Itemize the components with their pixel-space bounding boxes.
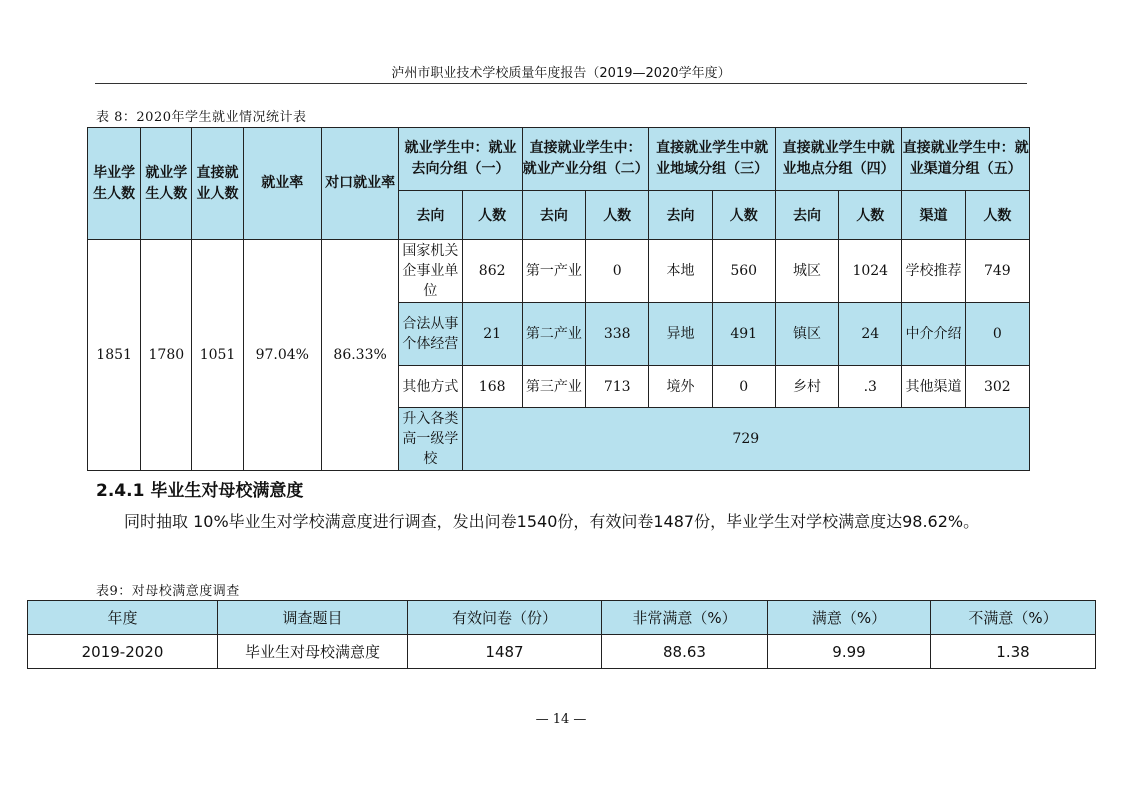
header-group-2: 直接就业学生中：就业产业分组（二） bbox=[522, 128, 649, 191]
table9-cell: 毕业生对母校满意度 bbox=[218, 635, 408, 669]
header-divider bbox=[95, 83, 1027, 84]
further-study-label: 升入各类高一级学校 bbox=[399, 408, 462, 471]
table9-cell: 1.38 bbox=[931, 635, 1096, 669]
table9-header: 非常满意（%） bbox=[602, 601, 768, 635]
table9-header: 有效问卷（份） bbox=[408, 601, 602, 635]
matched-rate-value: 86.33% bbox=[321, 240, 398, 471]
page-number: — 14 — bbox=[535, 712, 587, 727]
table-cell: 第三产业 bbox=[522, 366, 585, 408]
table9-cell: 9.99 bbox=[768, 635, 931, 669]
subheader: 去向 bbox=[775, 191, 838, 240]
table-cell: 338 bbox=[586, 303, 649, 366]
direct-value: 1051 bbox=[192, 240, 243, 471]
header-group-4: 直接就业学生中就业地点分组（四） bbox=[775, 128, 902, 191]
table-cell: .3 bbox=[839, 366, 902, 408]
table-cell: 其他方式 bbox=[399, 366, 462, 408]
page-header-title: 泸州市职业技术学校质量年度报告（2019—2020学年度） bbox=[391, 66, 731, 81]
table-cell: 0 bbox=[712, 366, 775, 408]
graduates-value: 1851 bbox=[88, 240, 141, 471]
header-direct: 直接就业人数 bbox=[192, 128, 243, 240]
table-cell: 合法从事个体经营 bbox=[399, 303, 462, 366]
table-cell: 异地 bbox=[649, 303, 712, 366]
table-cell: 0 bbox=[965, 303, 1029, 366]
table-cell: 0 bbox=[586, 240, 649, 303]
subheader: 人数 bbox=[586, 191, 649, 240]
table9-cell: 2019-2020 bbox=[28, 635, 218, 669]
table-cell: 学校推荐 bbox=[902, 240, 965, 303]
table9-caption: 表9：对母校满意度调查 bbox=[96, 584, 240, 599]
table-cell: 中介介绍 bbox=[902, 303, 965, 366]
satisfaction-survey-table bbox=[27, 600, 1096, 669]
table9-header: 调查题目 bbox=[218, 601, 408, 635]
subheader: 人数 bbox=[462, 191, 522, 240]
table9-header: 满意（%） bbox=[768, 601, 931, 635]
further-study-value: 729 bbox=[462, 408, 1029, 471]
table-cell: 21 bbox=[462, 303, 522, 366]
section-paragraph: 同时抽取 10%毕业生对学校满意度进行调查，发出问卷1540份，有效问卷1487份，毕业学生对学校满意度达98.62%。 bbox=[124, 512, 980, 531]
employed-value: 1780 bbox=[141, 240, 192, 471]
header-employed: 就业学生人数 bbox=[141, 128, 192, 240]
table-cell: 491 bbox=[712, 303, 775, 366]
table-cell: 城区 bbox=[775, 240, 838, 303]
table9-header: 不满意（%） bbox=[931, 601, 1096, 635]
table-cell: 镇区 bbox=[775, 303, 838, 366]
subheader: 人数 bbox=[965, 191, 1029, 240]
table-cell: 境外 bbox=[649, 366, 712, 408]
header-group-3: 直接就业学生中就业地域分组（三） bbox=[649, 128, 776, 191]
table-cell: 302 bbox=[965, 366, 1029, 408]
table-cell: 749 bbox=[965, 240, 1029, 303]
header-group-1: 就业学生中：就业去向分组（一） bbox=[399, 128, 523, 191]
table-cell: 本地 bbox=[649, 240, 712, 303]
table8-caption: 表 8：2020年学生就业情况统计表 bbox=[96, 110, 307, 125]
table-cell: 560 bbox=[712, 240, 775, 303]
table-cell: 第一产业 bbox=[522, 240, 585, 303]
employment-statistics-table bbox=[87, 127, 1030, 471]
table9-cell: 88.63 bbox=[602, 635, 768, 669]
subheader: 去向 bbox=[649, 191, 712, 240]
section-heading: 2.4.1 毕业生对母校满意度 bbox=[96, 481, 304, 501]
table9-cell: 1487 bbox=[408, 635, 602, 669]
subheader: 渠道 bbox=[902, 191, 965, 240]
header-employment-rate: 就业率 bbox=[243, 128, 321, 240]
table-cell: 乡村 bbox=[775, 366, 838, 408]
table-cell: 其他渠道 bbox=[902, 366, 965, 408]
table-cell: 168 bbox=[462, 366, 522, 408]
table-cell: 第二产业 bbox=[522, 303, 585, 366]
table-cell: 24 bbox=[839, 303, 902, 366]
subheader: 去向 bbox=[399, 191, 462, 240]
header-graduates: 毕业学生人数 bbox=[88, 128, 141, 240]
subheader: 人数 bbox=[712, 191, 775, 240]
table-cell: 862 bbox=[462, 240, 522, 303]
table-cell: 国家机关企事业单位 bbox=[399, 240, 462, 303]
header-group-5: 直接就业学生中：就业渠道分组（五） bbox=[902, 128, 1030, 191]
table-cell: 1024 bbox=[839, 240, 902, 303]
table9-header: 年度 bbox=[28, 601, 218, 635]
subheader: 人数 bbox=[839, 191, 902, 240]
subheader: 去向 bbox=[522, 191, 585, 240]
header-matched-rate: 对口就业率 bbox=[321, 128, 398, 240]
table-cell: 713 bbox=[586, 366, 649, 408]
employment-rate-value: 97.04% bbox=[243, 240, 321, 471]
